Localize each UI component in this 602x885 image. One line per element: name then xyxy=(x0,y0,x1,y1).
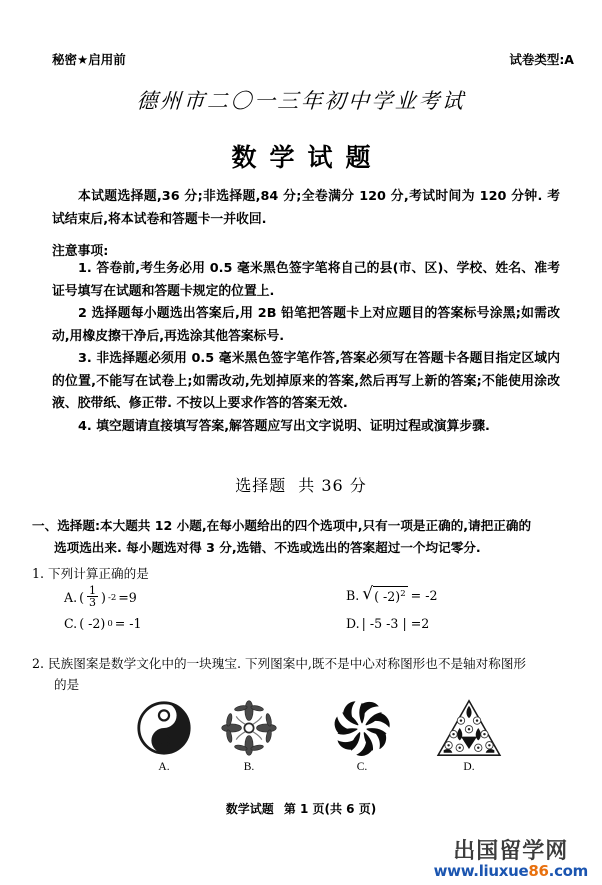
option-c-tail: = -1 xyxy=(114,616,142,631)
options-row-2 xyxy=(64,616,584,646)
patterned-triangle-svg xyxy=(435,698,503,758)
options-row-1 xyxy=(64,586,584,616)
option-a-close-paren: ) xyxy=(101,590,106,606)
option-d-tail: | -5 -3 | =2 xyxy=(361,616,430,631)
question-1-number: 1. xyxy=(32,566,45,581)
option-d[interactable] xyxy=(346,616,429,631)
radical-sign: √ xyxy=(362,584,374,604)
option-c-label: C. xyxy=(64,616,78,631)
watermark-url-part3: .com xyxy=(548,862,588,880)
option-b[interactable] xyxy=(346,586,437,604)
fraction-one-third xyxy=(87,585,98,608)
option-c-base: ( -2) xyxy=(79,616,106,631)
section-heading xyxy=(0,473,602,496)
secret-label: 秘密★启用前 xyxy=(52,52,126,67)
section-heading-left: 选择题 xyxy=(235,476,287,495)
radicand xyxy=(373,586,408,604)
question-2-stem: 民族图案是数学文化中的一块瑰宝. 下列图案中,既不是中心对称图形也不是轴对称图形 xyxy=(48,656,527,671)
watermark-url-part1: www.liuxue xyxy=(433,862,529,880)
paper-type-label: 试卷类型:A xyxy=(509,52,574,67)
figure-b-label: B. xyxy=(243,761,255,773)
option-c[interactable] xyxy=(64,616,142,631)
figure-option-d[interactable] xyxy=(425,697,513,773)
page-header xyxy=(0,50,602,70)
option-a-label: A. xyxy=(64,590,78,606)
question-2-number: 2. xyxy=(32,656,45,671)
notice-item-2: 2 选择题每小题选出答案后,用 2B 铅笔把答题卡上对应题目的答案标号涂黑;如需改动,用橡皮擦干净后,再选涂其他答案标号. xyxy=(52,306,560,344)
option-b-tail: = -2 xyxy=(410,587,438,603)
radicand-base: ( -2) xyxy=(374,589,401,605)
question-group-line2: 选项选出来. 每小题选对得 3 分,选错、不选或选出的答案超过一个均记零分. xyxy=(54,540,481,555)
section-heading-right: 共 36 分 xyxy=(298,476,367,495)
question-2-figures xyxy=(0,697,602,787)
figure-option-a[interactable] xyxy=(120,697,208,773)
option-a-exponent: -2 xyxy=(107,592,117,603)
option-c-exponent: 0 xyxy=(107,618,113,629)
notice-heading: 注意事项: xyxy=(52,244,109,259)
notice-item-1: 1. 答卷前,考生务必用 0.5 毫米黑色签字笔将自己的县(市、区)、学校、姓名、准考证号填写在试题和答题卡规定的位置上. xyxy=(52,261,560,299)
four-petal-compass-icon xyxy=(205,697,293,759)
question-1-options xyxy=(64,586,584,646)
watermark-url-part2: 86 xyxy=(528,862,549,880)
figure-option-b[interactable] xyxy=(205,697,293,773)
taiji-yinyang-svg xyxy=(135,700,193,756)
radicand-exponent: 2 xyxy=(400,589,406,599)
four-petal-compass-svg xyxy=(220,699,278,757)
notice-item-4: 4. 填空题请直接填写答案,解答题应写出文字说明、证明过程或演算步骤. xyxy=(78,418,490,434)
question-2-stem-cont: 的是 xyxy=(54,677,80,692)
taiji-yinyang-icon xyxy=(120,697,208,759)
intro-paragraph-block xyxy=(52,186,560,231)
option-a[interactable] xyxy=(64,586,137,609)
watermark-site-name: 出国留学网 xyxy=(453,839,569,864)
option-a-open-paren: ( xyxy=(79,590,85,606)
option-a-tail: =9 xyxy=(118,590,137,606)
question-1-stem: 下列计算正确的是 xyxy=(48,566,149,581)
question-group-line1: 一、选择题:本大题共 12 小题,在每小题给出的四个选项中,只有一项是正确的,请把正确的 xyxy=(32,518,532,533)
notice-item-3: 3. 非选择题必须用 0.5 毫米黑色签字笔作答,答案必须写在答题卡各题目指定区域内的位置,不能写在试卷上;如需改动,先划掉原来的答案,然后再写上新的答案;不能使用涂改液、胶带纸、修正带. 不按以上要求作答的答案无效. xyxy=(52,351,560,411)
question-2 xyxy=(32,653,572,695)
figure-d-label: D. xyxy=(463,761,475,773)
figure-c-label: C. xyxy=(356,761,368,773)
watermark-url xyxy=(434,864,588,879)
figure-option-c[interactable] xyxy=(318,697,406,773)
footer-subject: 数学试题 xyxy=(225,802,274,816)
option-b-label: B. xyxy=(346,587,360,603)
subject-title: 数学试题 xyxy=(231,143,384,172)
pinwheel-flower-svg xyxy=(331,698,393,758)
site-watermark xyxy=(434,841,588,879)
square-root-icon xyxy=(362,586,407,604)
intro-paragraph: 本试题选择题,36 分;非选择题,84 分;全卷满分 120 分,考试时间为 120 分钟. 考试结束后,将本试卷和答题卡一并收回. xyxy=(52,189,560,227)
footer-page-number: 第 1 页(共 6 页) xyxy=(283,802,377,816)
exam-title: 德州市二〇一三年初中学业考试 xyxy=(135,89,467,113)
figure-a-label: A. xyxy=(158,761,170,773)
option-d-label: D. xyxy=(346,616,360,631)
patterned-triangle-icon xyxy=(425,697,513,759)
question-1 xyxy=(32,563,572,584)
question-group-intro xyxy=(32,515,568,559)
fraction-denominator: 3 xyxy=(89,596,97,610)
fraction-numerator: 1 xyxy=(89,584,97,597)
page-footer xyxy=(0,800,602,817)
pinwheel-flower-icon xyxy=(318,697,406,759)
notice-list xyxy=(52,258,560,438)
